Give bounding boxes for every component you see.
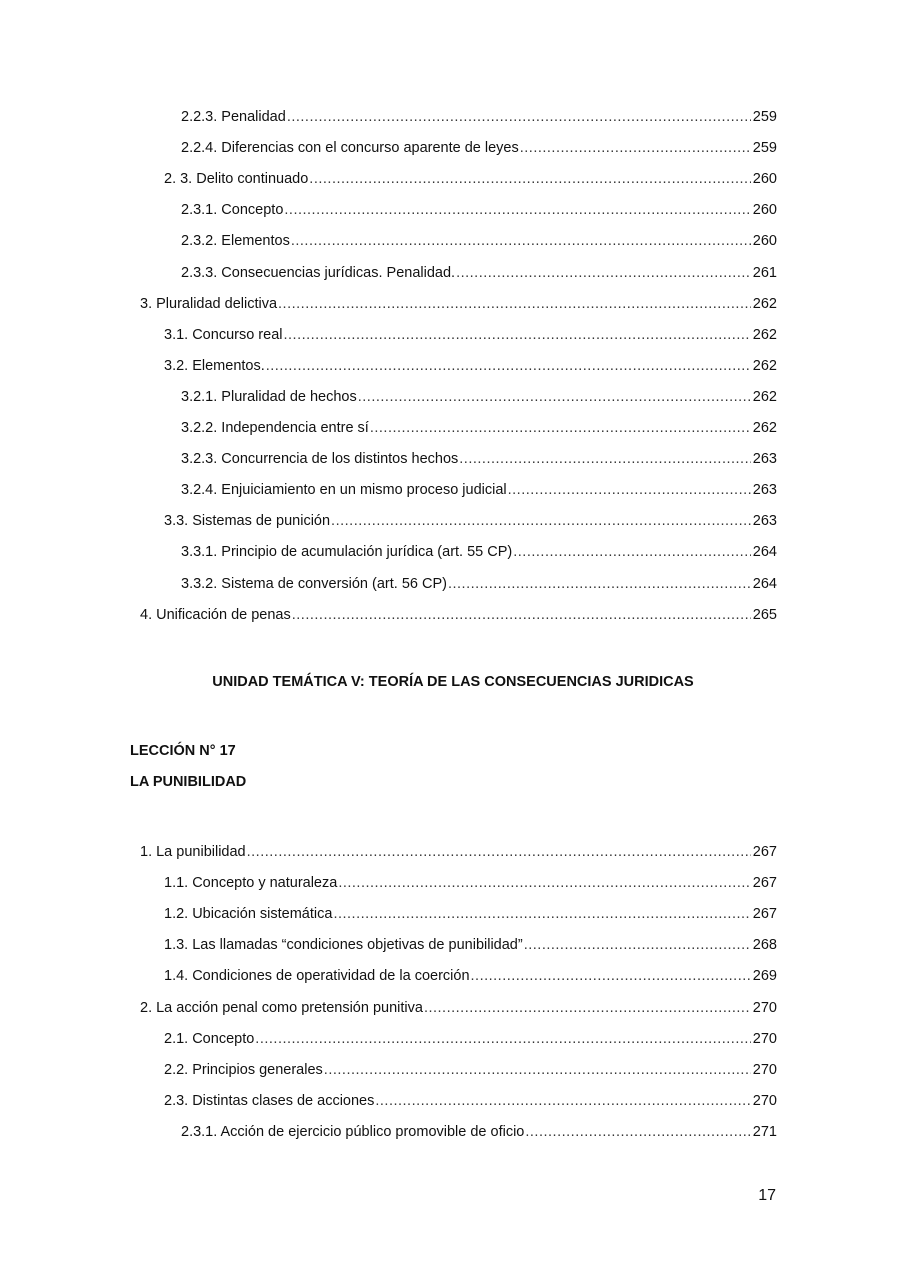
toc-entry[interactable]: [164, 1060, 777, 1080]
dot-leader: [266, 356, 751, 376]
toc-entry-label: 2.2.3. Penalidad: [181, 109, 286, 125]
toc-entry-page: 262: [752, 295, 777, 312]
toc-entry-label: 2. La acción penal como pretensión punitiva: [140, 999, 423, 1016]
toc-entry[interactable]: [181, 200, 777, 220]
dot-leader: [292, 605, 751, 625]
toc-entry-label: 3.2.1. Pluralidad de hechos: [181, 388, 357, 405]
dot-leader: [291, 231, 751, 251]
toc-entry[interactable]: [140, 605, 777, 625]
toc-entry[interactable]: [181, 574, 777, 594]
dot-leader: [333, 904, 750, 924]
unit-title: UNIDAD TEMÁTICA V: TEORÍA DE LAS CONSECUENCIAS JURIDICAS: [212, 674, 694, 690]
toc-entry-label: 3.3.1. Principio de acumulación jurídica (art. 55 CP): [181, 544, 513, 561]
dot-leader: [247, 842, 751, 862]
toc-entry-page: 260: [752, 233, 777, 250]
dot-leader: [284, 200, 750, 220]
toc-entry[interactable]: [164, 511, 777, 531]
toc-entry-label: 3.2.2. Independencia entre sí: [181, 420, 369, 436]
dot-leader: [508, 480, 751, 500]
toc-entry-page: 270: [752, 1061, 777, 1078]
toc-entry[interactable]: [164, 873, 777, 893]
toc-entry[interactable]: [164, 169, 777, 189]
toc-entry[interactable]: [181, 263, 777, 283]
toc-entry[interactable]: [181, 1122, 777, 1142]
toc-entry-page: 267: [752, 906, 777, 923]
toc-entry-page: 269: [752, 968, 777, 985]
toc-entry[interactable]: [164, 966, 777, 986]
toc-entry-label: 1.4. Condiciones de operatividad de la coerción: [164, 968, 470, 985]
toc-entry[interactable]: [181, 107, 777, 127]
toc-entry-page: 262: [752, 420, 777, 436]
toc-entry-label: 3.2. Elementos.: [164, 357, 265, 374]
toc-entry[interactable]: [164, 325, 777, 345]
toc-entry-label: 2.3. Distintas clases de acciones: [164, 1092, 375, 1109]
toc-entry[interactable]: [140, 294, 777, 314]
dot-leader: [324, 1060, 751, 1080]
toc-entry-page: 262: [752, 357, 777, 374]
toc-entry-page: 260: [752, 202, 777, 219]
toc-entry-page: 270: [752, 999, 777, 1016]
toc-entry-page: 265: [752, 606, 777, 623]
toc-entry[interactable]: [181, 231, 777, 251]
toc-entry-label: 2.1. Concepto: [164, 1030, 255, 1047]
toc-entry-label: 3.2.4. Enjuiciamiento en un mismo proceso judicial: [181, 482, 507, 499]
toc-entry[interactable]: [164, 935, 777, 955]
dot-leader: [255, 1029, 751, 1049]
toc-entry-page: 262: [752, 388, 777, 405]
toc-entry-label: 3.1. Concurso real: [164, 326, 283, 343]
toc-entry-page: 267: [752, 875, 777, 892]
toc-entry-page: 260: [752, 171, 777, 188]
toc-entry-label: 2.3.2. Elementos: [181, 233, 290, 250]
toc-entry-page: 259: [752, 140, 777, 157]
toc-entry-page: 267: [752, 844, 777, 860]
lesson-title: LA PUNIBILIDAD: [130, 774, 247, 790]
dot-leader: [471, 966, 751, 986]
toc-entry[interactable]: [164, 1029, 777, 1049]
toc-entry-label: 1.1. Concepto y naturaleza: [164, 875, 338, 892]
toc-entry[interactable]: [140, 842, 777, 862]
toc-entry-label: 3.3.2. Sistema de conversión (art. 56 CP): [181, 575, 447, 592]
dot-leader: [525, 1122, 750, 1142]
toc-entry-label: 3. Pluralidad delictiva: [140, 295, 278, 312]
toc-entry-label: 2.3.3. Consecuencias jurídicas. Penalidad.: [181, 264, 456, 281]
toc-entry[interactable]: [181, 449, 777, 469]
toc-entry-label: 1. La punibilidad: [140, 844, 246, 860]
dot-leader: [370, 418, 751, 438]
toc-entry-page: 271: [752, 1123, 777, 1140]
toc-entry-label: 2.3.1. Concepto: [181, 202, 284, 219]
toc-entry-label: 2.3.1. Acción de ejercicio público promovible de oficio: [181, 1123, 525, 1140]
toc-entry[interactable]: [181, 418, 777, 438]
dot-leader: [424, 998, 751, 1018]
toc-entry-page: 270: [752, 1092, 777, 1109]
lesson-number: LECCIÓN N° 17: [130, 743, 236, 759]
toc-entry[interactable]: [181, 138, 777, 158]
toc-entry-page: 263: [752, 513, 777, 530]
toc-entry-label: 2. 3. Delito continuado: [164, 171, 309, 188]
toc-entry-label: 2.2. Principios generales: [164, 1061, 323, 1078]
toc-entry-page: 264: [752, 544, 777, 561]
toc-entry[interactable]: [164, 904, 777, 924]
dot-leader: [358, 387, 751, 407]
toc-entry[interactable]: [181, 480, 777, 500]
dot-leader: [331, 511, 751, 531]
page-number: 17: [758, 1187, 776, 1204]
toc-entry-page: 264: [752, 575, 777, 592]
dot-leader: [513, 542, 751, 562]
dot-leader: [287, 107, 751, 127]
dot-leader: [283, 325, 750, 345]
toc-entry-label: 1.3. Las llamadas “condiciones objetivas de punibilidad”: [164, 937, 523, 954]
toc-entry-page: 259: [752, 109, 777, 125]
toc-entry-page: 268: [752, 937, 777, 954]
toc-entry-page: 262: [752, 326, 777, 343]
dot-leader: [448, 574, 751, 594]
dot-leader: [375, 1091, 750, 1111]
dot-leader: [524, 935, 751, 955]
dot-leader: [309, 169, 751, 189]
toc-entry-page: 263: [752, 482, 777, 499]
toc-entry-label: 3.2.3. Concurrencia de los distintos hechos: [181, 451, 459, 468]
toc-entry[interactable]: [140, 998, 777, 1018]
toc-entry-page: 270: [752, 1030, 777, 1047]
toc-entry-label: 3.3. Sistemas de punición: [164, 513, 331, 530]
dot-leader: [278, 294, 751, 314]
dot-leader: [520, 138, 751, 158]
toc-entry-label: 4. Unificación de penas: [140, 606, 291, 623]
toc-entry[interactable]: [181, 542, 777, 562]
toc-entry-label: 2.2.4. Diferencias con el concurso aparente de leyes: [181, 140, 519, 157]
toc-entry-label: 1.2. Ubicación sistemática: [164, 906, 333, 923]
toc-entry-page: 263: [752, 451, 777, 468]
toc-entry-page: 261: [752, 264, 777, 281]
dot-leader: [459, 449, 751, 469]
dot-leader: [338, 873, 750, 893]
toc-entry[interactable]: [164, 1091, 777, 1111]
dot-leader: [456, 263, 751, 283]
toc-entry[interactable]: [181, 387, 777, 407]
toc-entry[interactable]: [164, 356, 777, 376]
